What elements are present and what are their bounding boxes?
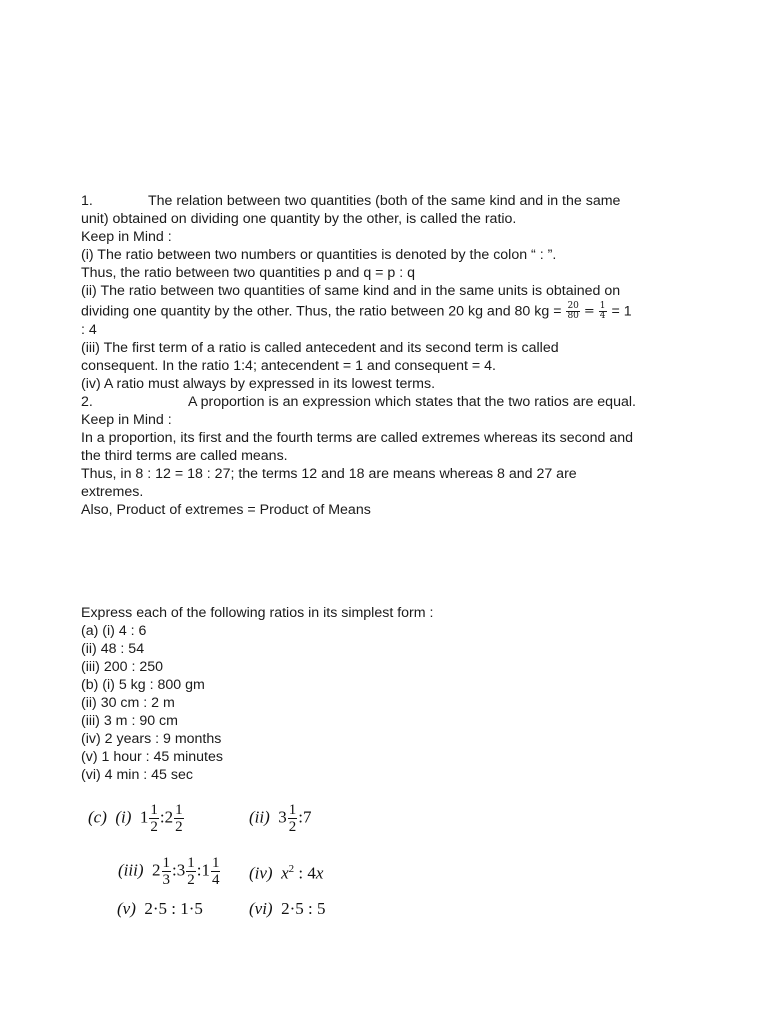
text-line: (ii) The ratio between two quantities of same kind and in the same units is obtained on: [81, 283, 621, 299]
denominator: 2: [175, 819, 183, 835]
denominator: 2: [288, 819, 297, 835]
exercise-c-iv: [249, 863, 323, 884]
fraction: [186, 855, 196, 888]
item-number: 2.: [81, 394, 93, 411]
definition-proportion-line: [81, 393, 681, 411]
ratio-rest: :7: [298, 807, 312, 827]
subpart-label: (vi): [249, 899, 273, 918]
numerator: 1: [162, 855, 170, 871]
subpart-label: (iii): [118, 860, 144, 880]
exercise-c-v: [117, 899, 203, 919]
ratio-expression: 2·5 : 5: [281, 899, 326, 918]
text-line: A proportion is an expression which states that the two ratios are equal.: [188, 394, 636, 411]
item-number: 1.: [81, 193, 93, 209]
text-line: (iii) The first term of a ratio is called antecedent and its second term is called: [81, 340, 559, 357]
ratio-rest: : 4: [294, 863, 316, 883]
exercise-list: [81, 604, 681, 784]
exercise-item: (iii) 3 m : 90 cm: [81, 713, 178, 729]
text-line: In a proportion, its first and the fourth terms are called extremes whereas its second and: [81, 430, 634, 447]
exercise-item: (b) (i) 5 kg : 800 gm: [81, 677, 205, 693]
denominator: 80: [567, 311, 579, 321]
exercise-item: (v) 1 hour : 45 minutes: [81, 749, 223, 765]
fraction-20-80: [566, 302, 579, 321]
denominator: 2: [187, 872, 195, 888]
text-line: : 4: [81, 322, 97, 339]
exercise-c-ii: [249, 802, 312, 835]
exercise-item: (iv) 2 years : 9 months: [81, 731, 222, 747]
ratio-expression: 2·5 : 1·5: [144, 899, 203, 918]
text-segment: dividing one quantity by the other. Thus, the ratio between 20 kg and 80 kg =: [81, 303, 562, 320]
denominator: 2: [150, 819, 158, 835]
ratio-notes: [81, 192, 681, 519]
text-line: extremes.: [81, 484, 144, 501]
numerator: 20: [567, 301, 579, 311]
exercise-item: (vi) 4 min : 45 sec: [81, 767, 193, 783]
numerator: 1: [150, 802, 158, 818]
fraction: [288, 802, 298, 835]
variable: x: [281, 863, 289, 883]
text-line-with-fraction: [81, 302, 681, 321]
numerator: 1: [288, 802, 297, 818]
numerator: 1: [175, 802, 183, 818]
text-line: consequent. In the ratio 1:4; antecendent = 1 and consequent = 4.: [81, 358, 496, 375]
exercise-c-i: [88, 802, 185, 835]
subpart-label: (i): [115, 807, 132, 827]
definition-ratio-line1: [81, 192, 681, 210]
whole-number: 1: [201, 860, 210, 880]
text-line: Thus, the ratio between two quantities p and q = p : q: [81, 265, 416, 281]
denominator: 4: [599, 311, 606, 321]
equals-sign: =: [583, 304, 595, 320]
numerator: 1: [599, 301, 606, 311]
fraction: [174, 802, 184, 835]
fraction: [149, 802, 159, 835]
numerator: 1: [187, 855, 195, 871]
text-line: The relation between two quantities (both of the same kind and in the same: [148, 193, 621, 209]
text-line: the third terms are called means.: [81, 448, 288, 465]
colon: :: [159, 807, 165, 827]
subpart-label: (ii): [249, 807, 270, 827]
text-line: unit) obtained on dividing one quantity by the other, is called the ratio.: [81, 211, 517, 227]
exercise-item: (iii) 200 : 250: [81, 659, 164, 675]
variable: x: [315, 863, 324, 883]
keep-in-mind-heading: Keep in Mind :: [81, 412, 172, 429]
whole-number: 1: [139, 807, 149, 827]
whole-number: 2: [164, 807, 174, 827]
keep-in-mind-heading: Keep in Mind :: [81, 229, 172, 245]
colon: :: [172, 860, 177, 880]
text-segment: = 1: [611, 303, 632, 320]
exercise-heading: Express each of the following ratios in its simplest form :: [81, 605, 434, 621]
fraction-1-4: [599, 302, 607, 321]
subpart-label: (iv): [249, 863, 273, 883]
numerator: 1: [211, 855, 220, 871]
colon: :: [196, 860, 202, 880]
whole-number: 2: [152, 860, 161, 880]
denominator: 4: [211, 872, 220, 888]
denominator: 3: [162, 872, 170, 888]
exercise-c-iii: [118, 855, 221, 888]
text-line: (iv) A ratio must always by expressed in its lowest terms.: [81, 376, 436, 393]
whole-number: 3: [176, 860, 186, 880]
exercise-item: (ii) 30 cm : 2 m: [81, 695, 175, 711]
whole-number: 3: [278, 807, 287, 827]
exponent: 2: [288, 863, 295, 875]
text-line: Also, Product of extremes = Product of Means: [81, 502, 371, 519]
subpart-label: (v): [117, 899, 136, 918]
fraction: [211, 855, 221, 888]
exercise-c-vi: [249, 899, 325, 919]
exercise-item: (ii) 48 : 54: [81, 641, 145, 657]
fraction: [162, 855, 172, 888]
text-line: (i) The ratio between two numbers or quantities is denoted by the colon “ : ”.: [81, 247, 557, 263]
text-line: Thus, in 8 : 12 = 18 : 27; the terms 12 and 18 are means whereas 8 and 27 are: [81, 466, 577, 483]
exercise-item: (a) (i) 4 : 6: [81, 623, 147, 639]
part-label: (c): [88, 807, 107, 827]
